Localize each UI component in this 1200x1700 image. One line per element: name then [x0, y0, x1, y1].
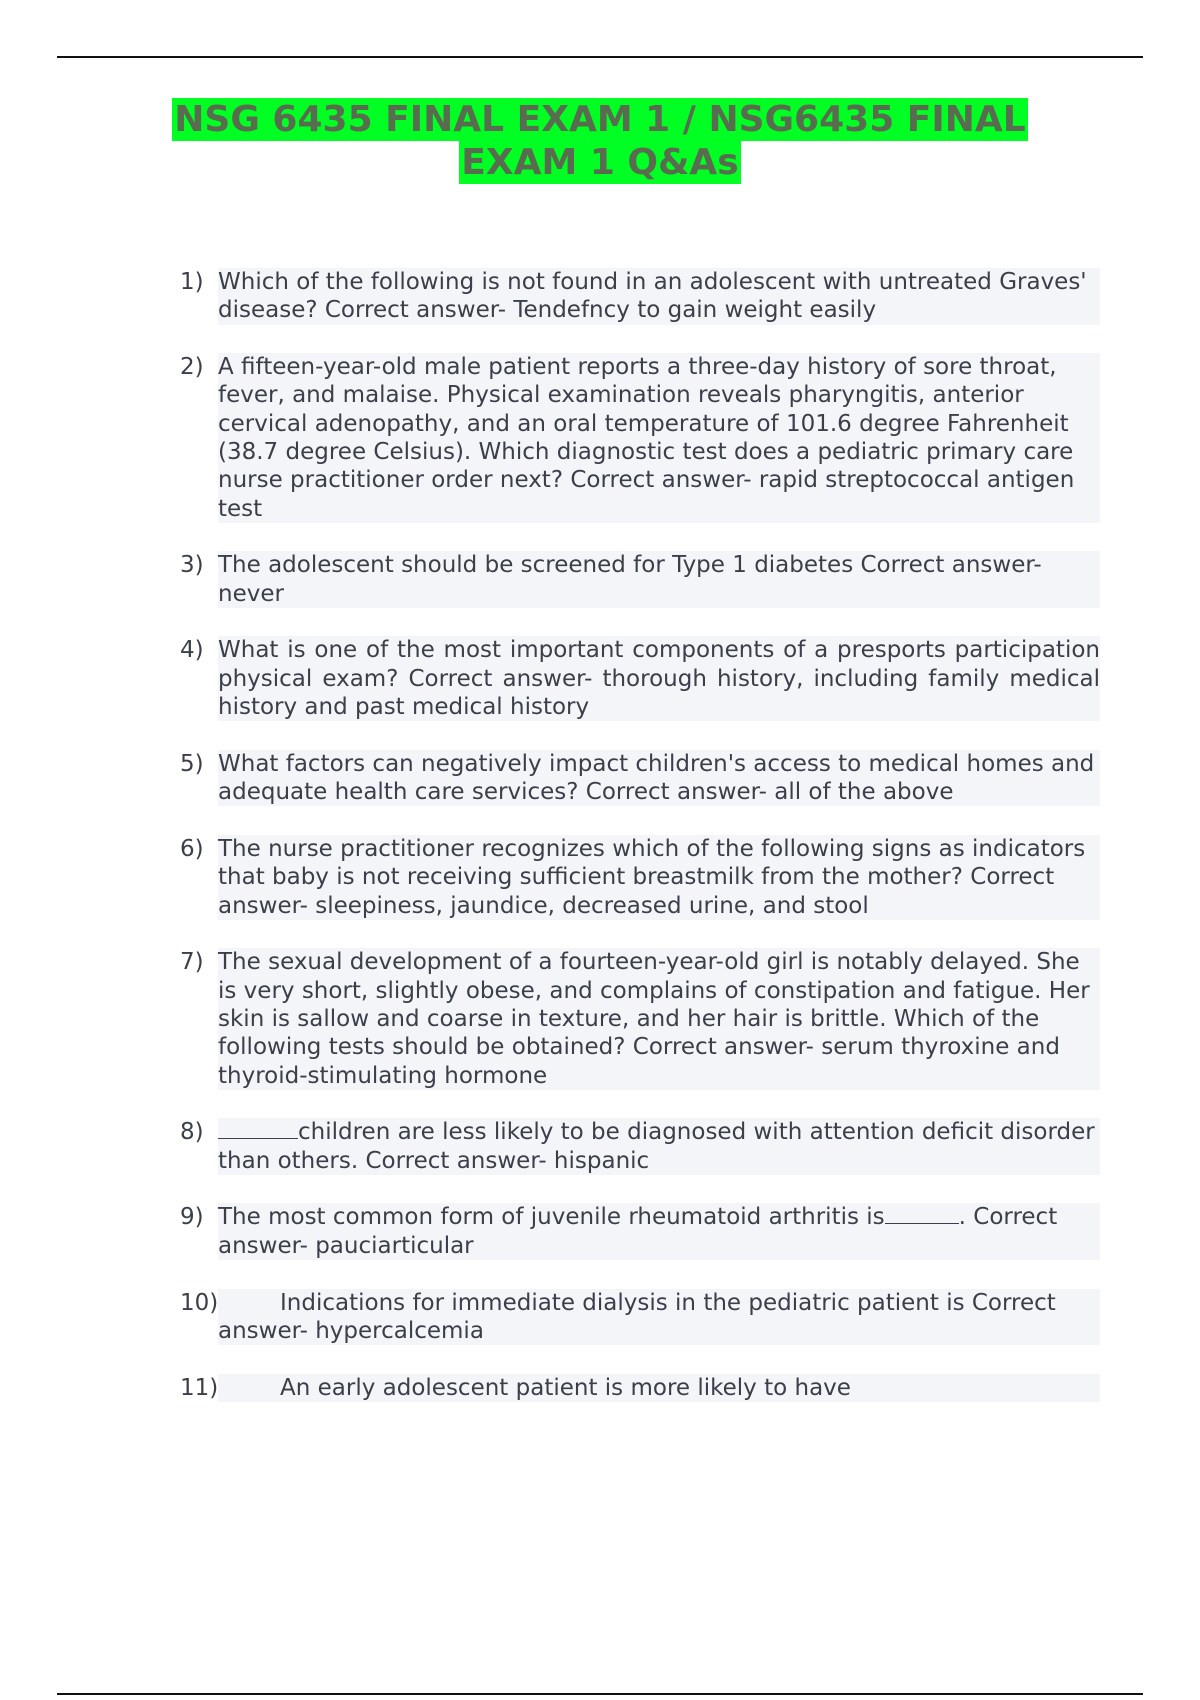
title-line-2: EXAM 1 Q&As	[461, 142, 739, 183]
top-rule	[57, 56, 1143, 58]
question-list	[180, 268, 1100, 1430]
question-item	[180, 353, 1100, 523]
question-text: An early adolescent patient is more likely to have	[218, 1374, 1100, 1402]
question-item	[180, 1289, 1100, 1346]
question-number: 8)	[180, 1119, 204, 1146]
question-text-with-blank	[218, 1118, 1100, 1175]
question-text-with-blank	[218, 1203, 1100, 1260]
question-item	[180, 1374, 1100, 1402]
question-item	[180, 551, 1100, 608]
question-text: Indications for immediate dialysis in the pediatric patient is Correct answer- hypercalcemia	[218, 1289, 1100, 1346]
question-item	[180, 268, 1100, 325]
question-number: 1)	[180, 269, 204, 295]
question-number: 5)	[180, 750, 204, 777]
question-item	[180, 636, 1100, 721]
question-item	[180, 948, 1100, 1089]
question-text-before: The most common form of juvenile rheumatoid arthritis is	[218, 1204, 885, 1231]
question-text: A fifteen-year-old male patient reports a three-day history of sore throat, fever, and malaise. Physical examination reveals pharyngitis, anterior cervical adenopathy, and an oral temperature of 101.6 degree Fahrenheit (38.7 degree Celsius). Which diagnostic test does a pediatric primary care nurse practitioner order next? Correct answer- rapid streptococcal antigen test	[218, 353, 1100, 523]
question-number: 2)	[180, 354, 204, 381]
fill-in-blank	[885, 1203, 959, 1224]
question-text: Which of the following is not found in an adolescent with untreated Graves' disease? Correct answer- Tendefncy to gain weight easily	[218, 268, 1100, 325]
question-item	[180, 835, 1100, 920]
bottom-rule	[57, 1693, 1143, 1695]
fill-in-blank	[218, 1118, 298, 1139]
question-number: 4)	[180, 637, 204, 664]
question-text-after: . Correct answer- pauciarticular	[218, 1204, 1058, 1259]
title-line-1: NSG 6435 FINAL EXAM 1 / NSG6435 FINAL	[174, 99, 1026, 140]
question-text: children are less likely to be diagnosed with attention deficit disorder than others. Correct answer- hispanic	[218, 1119, 1095, 1174]
question-text: The nurse practitioner recognizes which of the following signs as indicators that baby is not receiving sufficient breastmilk from the mother? Correct answer- sleepiness, jaundice, decreased urine, and stool	[218, 835, 1100, 920]
question-text: What factors can negatively impact children's access to medical homes and adequate health care services? Correct answer- all of the above	[218, 750, 1100, 807]
question-number: 11)	[180, 1374, 219, 1401]
question-number: 3)	[180, 552, 204, 579]
question-text: The adolescent should be screened for Type 1 diabetes Correct answer- never	[218, 551, 1100, 608]
question-item	[180, 1118, 1100, 1175]
document-title	[0, 98, 1200, 184]
question-text: The sexual development of a fourteen-year-old girl is notably delayed. She is very short, slightly obese, and complains of constipation and fatigue. Her skin is sallow and coarse in texture, and her hair is brittle. Which of the following tests should be obtained? Correct answer- serum thyroxine and thyroid-stimulating hormone	[218, 948, 1100, 1089]
question-item	[180, 750, 1100, 807]
question-number: 9)	[180, 1204, 204, 1231]
question-number: 6)	[180, 835, 204, 862]
question-number: 7)	[180, 949, 204, 976]
question-item	[180, 1203, 1100, 1260]
question-text: What is one of the most important components of a presports participation physical exam? Correct answer- thorough history, including family medical history and past medical history	[218, 637, 1100, 721]
question-number: 10)	[180, 1289, 219, 1316]
